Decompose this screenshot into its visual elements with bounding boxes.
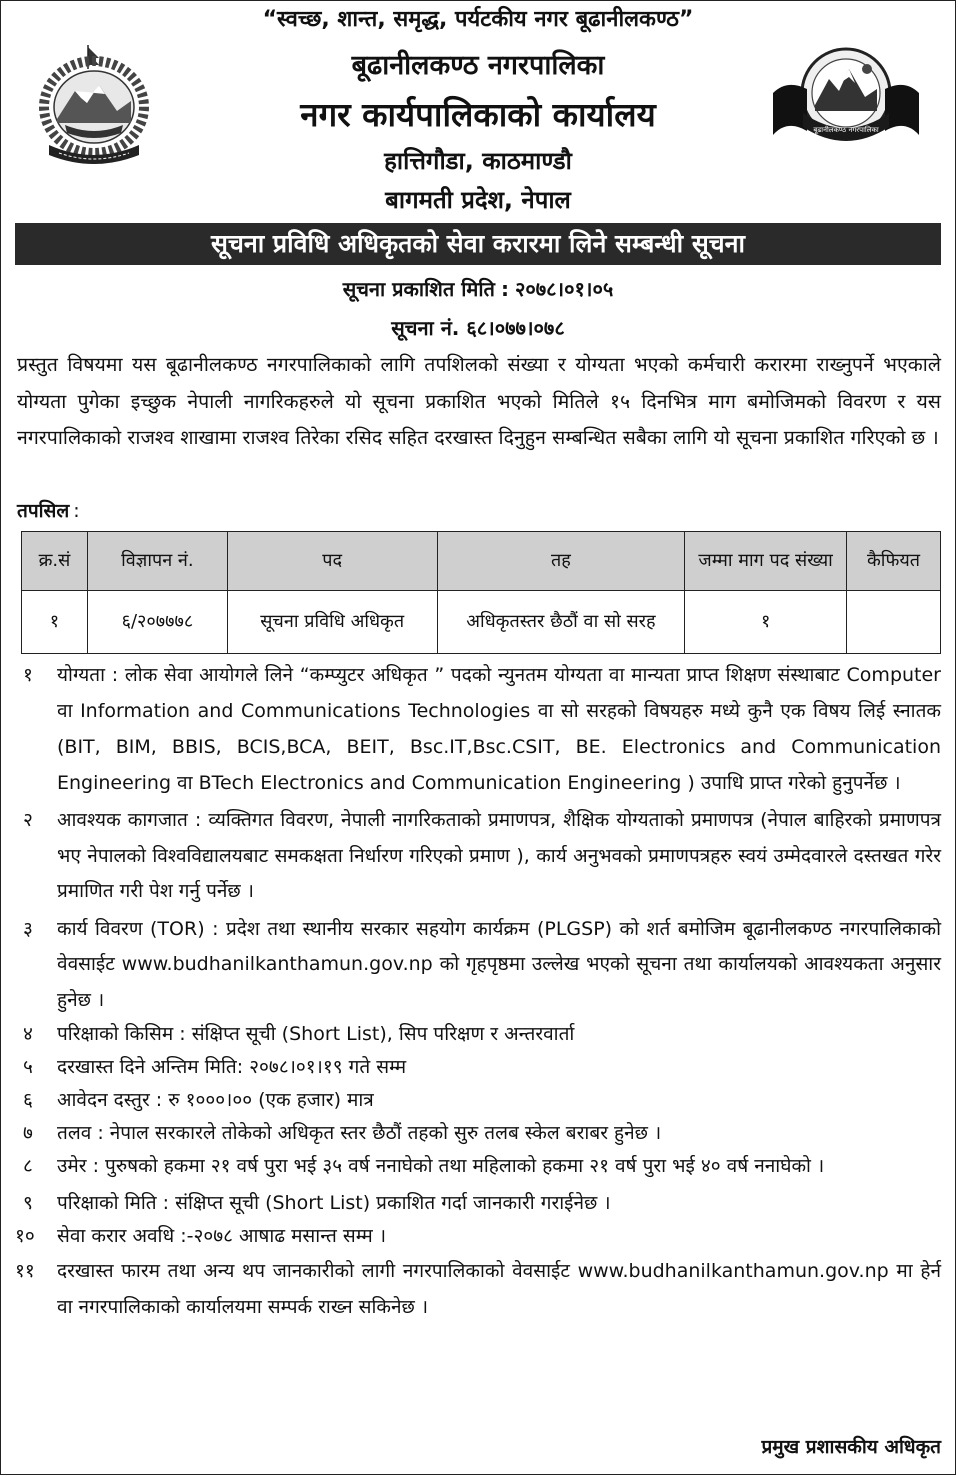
published-date: २०७८।०१।०५ bbox=[514, 277, 614, 301]
condition-item bbox=[15, 1018, 941, 1051]
signatory-title: प्रमुख प्रशासकीय अधिकृत bbox=[761, 1436, 941, 1458]
address-line-2: बागमती प्रदेश, नेपाल bbox=[385, 186, 571, 214]
published-date-line bbox=[1, 275, 955, 302]
cell-level: अधिकृतस्तर छैठौं वा सो सरह bbox=[437, 591, 685, 654]
condition-item bbox=[15, 1150, 941, 1183]
condition-number: ६ bbox=[23, 1089, 33, 1111]
col-remarks-header: कैफियत bbox=[847, 532, 941, 591]
office-name: नगर कार्यपालिकाको कार्यालय bbox=[300, 95, 656, 134]
letterhead bbox=[1, 1, 955, 223]
col-post-header: पद bbox=[227, 532, 437, 591]
condition-text: योग्यता : लोक सेवा आयोगले लिने “कम्प्युटर अधिकृत ” पदको न्युनतम योग्यता वा मान्यता प्राप्त शिक्षण संस्थाबाट Computer वा Information and Communications Technologies वा सो सरहको विषयहरु मध्ये कुनै एक विषय लिई स्नातक (BIT, BIM, BBIS, BCIS,BCA, BEIT, Bsc.IT,Bsc.CSIT, BE. Electronics and Communication Engineering वा BTech Electronics and Communication Engineering ) उपाधि प्राप्त गरेको हुनुपर्नेछ । bbox=[57, 664, 941, 794]
municipality-name: बूढानीलकण्ठ नगरपालिका bbox=[351, 50, 605, 81]
condition-item bbox=[15, 803, 941, 910]
condition-text: परिक्षाको किसिम : संक्षिप्त सूची (Short List), सिप परिक्षण र अन्तरवार्ता bbox=[57, 1023, 575, 1045]
published-date-colon: : bbox=[500, 277, 509, 301]
table-header-row bbox=[22, 532, 941, 591]
motto: “स्वच्छ, शान्त, समृद्ध, पर्यटकीय नगर बूढानीलकण्ठ” bbox=[262, 7, 694, 32]
condition-text: कार्य विवरण (TOR) : प्रदेश तथा स्थानीय सरकार सहयोग कार्यक्रम (PLGSP) को शर्त बमोजिम बूढानीलकण्ठ नगरपालिकाको वेवसाईट www.budhanilkanthamun.gov.np को गृहपृष्ठमा उल्लेख भएको सूचना तथा कार्यालयको आवश्यकता अनुसार हुनेछ । bbox=[57, 917, 941, 1011]
cell-post: सूचना प्रविधि अधिकृत bbox=[227, 591, 437, 654]
condition-item bbox=[15, 1220, 941, 1253]
cell-count: १ bbox=[685, 591, 847, 654]
col-count-header: जम्मा माग पद संख्या bbox=[685, 532, 847, 591]
condition-text: दरखास्त दिने अन्तिम मिति: २०७८।०१।१९ गते सम्म bbox=[57, 1056, 407, 1078]
notice-number-line bbox=[1, 314, 955, 341]
vacancy-table bbox=[21, 531, 941, 654]
condition-item bbox=[15, 912, 941, 1019]
address-line-1: हात्तिगौडा, काठमाण्डौ bbox=[384, 147, 572, 175]
col-level-header: तह bbox=[437, 532, 685, 591]
table-row bbox=[22, 591, 941, 654]
conditions-list bbox=[15, 657, 941, 1325]
condition-number: १० bbox=[15, 1225, 35, 1247]
details-heading bbox=[17, 497, 80, 523]
cell-ad-no: ६/२०७७७८ bbox=[87, 591, 227, 654]
condition-number: १ bbox=[23, 664, 33, 686]
cell-remarks bbox=[847, 591, 941, 654]
condition-text: सेवा करार अवधि :-२०७८ आषाढ मसान्त सम्म । bbox=[57, 1225, 387, 1247]
condition-number: ५ bbox=[23, 1056, 33, 1078]
condition-text: परिक्षाको मिति : संक्षिप्त सूची (Short List) प्रकाशित गर्दा जानकारी गराईनेछ । bbox=[57, 1192, 611, 1214]
condition-text: उमेर : पुरुषको हकमा २१ वर्ष पुरा भई ३५ वर्ष ननाघेको तथा महिलाको हकमा २१ वर्ष पुरा भई ४० वर्ष ननाघेको । bbox=[57, 1155, 825, 1177]
logo-ribbon-text: बूढानीलकण्ठ नगरपालिका bbox=[813, 126, 879, 134]
condition-item bbox=[15, 1084, 941, 1117]
condition-item bbox=[15, 1051, 941, 1084]
notice-title: सूचना प्रविधि अधिकृतको सेवा करारमा लिने सम्बन्धी सूचना bbox=[15, 223, 941, 265]
cell-serial: १ bbox=[22, 591, 88, 654]
condition-number: ८ bbox=[23, 1155, 33, 1177]
intro-paragraph: प्रस्तुत विषयमा यस बूढानीलकण्ठ नगरपालिकाको लागि तपशिलको संख्या र योग्यता भएको कर्मचारी करारमा राख्नुपर्ने भएकाले योग्यता पुगेका इच्छुक नेपाली नागरिकहरुले यो सूचना प्रकाशित भएको मितिले १५ दिनभित्र माग बमोजिमको विवरण र यस नगरपालिकाको राजश्व शाखामा राजश्व तिरेका रसिद सहित दरखास्त दिनुहुन सम्बन्धित सबैका लागि यो सूचना प्रकाशित गरिएको छ । bbox=[17, 353, 941, 449]
condition-text: आवेदन दस्तुर : रु १०००।०० (एक हजार) मात्र bbox=[57, 1089, 374, 1111]
condition-number: ७ bbox=[23, 1122, 33, 1144]
condition-item bbox=[15, 1253, 941, 1325]
municipality-logo-icon bbox=[767, 39, 925, 147]
condition-number: ३ bbox=[23, 917, 33, 940]
condition-item bbox=[15, 657, 941, 801]
condition-text: तलव : नेपाल सरकारले तोकेको अधिकृत स्तर छैठौं तहको सुरु तलब स्केल बराबर हुनेछ । bbox=[57, 1122, 662, 1144]
details-colon: : bbox=[73, 500, 80, 522]
notice-number-label: सूचना नं. bbox=[391, 316, 460, 340]
col-serial-header: क्र.सं bbox=[22, 532, 88, 591]
condition-number: ९ bbox=[23, 1192, 33, 1214]
condition-number: ४ bbox=[23, 1023, 33, 1045]
published-date-label: सूचना प्रकाशित मिति bbox=[342, 277, 495, 301]
condition-text: आवश्यक कागजात : व्यक्तिगत विवरण, नेपाली नागरिकताको प्रमाणपत्र, शैक्षिक योग्यताको प्रमाणपत्र (नेपाल बाहिरको प्रमाणपत्र भए नेपालको विश्वविद्यालयबाट समकक्षता निर्धारण गरिएको प्रमाण ), कार्य अनुभवको प्रमाणपत्रहरु स्वयं उम्मेदवारले दस्तखत गरेर प्रमाणित गरी पेश गर्नु पर्नेछ । bbox=[57, 809, 941, 902]
notice-number: ६८।०७७।०७८ bbox=[466, 316, 565, 340]
details-label: तपसिल bbox=[17, 500, 70, 522]
condition-item bbox=[15, 1117, 941, 1150]
condition-text: दरखास्त फारम तथा अन्य थप जानकारीको लागी नगरपालिकाको वेवसाईट www.budhanilkanthamun.gov.np मा हेर्न वा नगरपालिकाको कार्यालयमा सम्पर्क राख्न सकिनेछ । bbox=[57, 1260, 941, 1318]
condition-number: ११ bbox=[15, 1260, 35, 1282]
nepal-emblem-icon bbox=[35, 41, 153, 165]
col-ad-no-header: विज्ञापन नं. bbox=[87, 532, 227, 591]
condition-number: २ bbox=[23, 809, 33, 831]
condition-item bbox=[15, 1187, 941, 1220]
